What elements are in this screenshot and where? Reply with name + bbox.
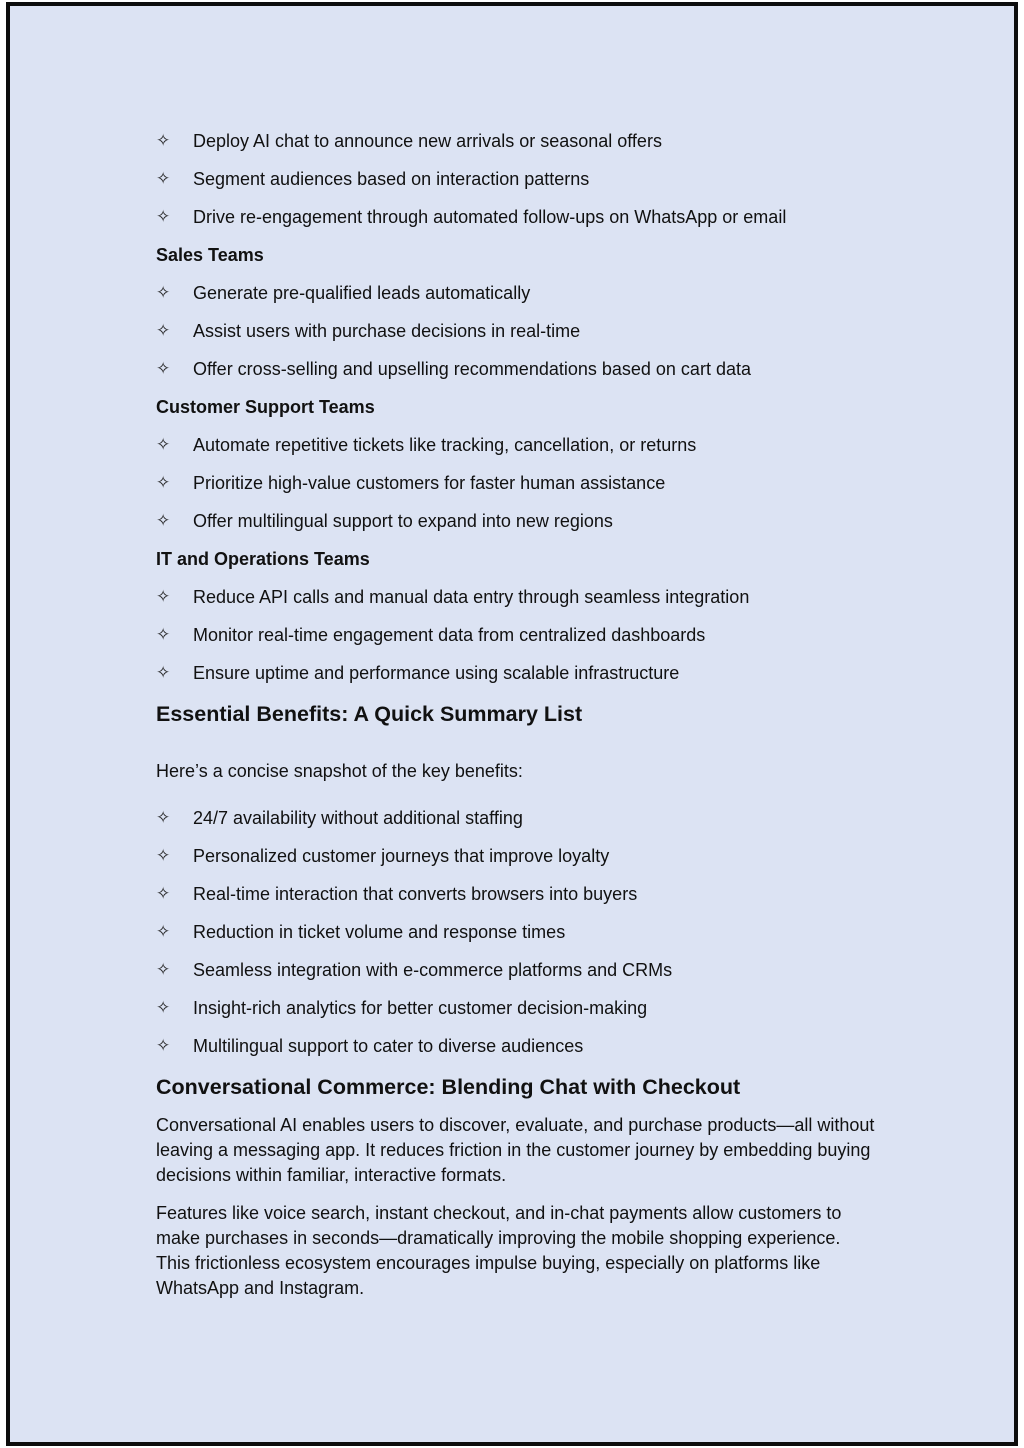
list-item: ✧ Offer multilingual support to expand into new regions	[156, 506, 876, 544]
four-pointed-star-icon: ✧	[156, 435, 171, 455]
list-item: ✧ Monitor real-time engagement data from centralized dashboards	[156, 620, 876, 658]
list-item: ✧ Segment audiences based on interaction patterns	[156, 164, 876, 202]
four-pointed-star-icon: ✧	[156, 884, 171, 904]
four-pointed-star-icon: ✧	[156, 283, 171, 303]
four-pointed-star-icon: ✧	[156, 131, 171, 151]
commerce-paragraph-2: Features like voice search, instant checkout, and in-chat payments allow customers to make purchases in seconds—dramatically improving the mobile shopping experience. This frictionless ecosystem encourages impulse buying, especially on platforms like WhatsApp and Instagram.	[156, 1203, 842, 1298]
list-item: ✧ Real-time interaction that converts browsers into buyers	[156, 879, 876, 917]
commerce-paragraph-1: Conversational AI enables users to discover, evaluate, and purchase products—all without leaving a messaging app. It reduces friction in the customer journey by embedding buying decisions within familiar, interactive formats.	[156, 1115, 875, 1185]
list-item: ✧ Generate pre-qualified leads automatically	[156, 278, 876, 316]
benefits-intro: Here’s a concise snapshot of the key benefits:	[156, 761, 523, 781]
sales-teams-heading: Sales Teams	[156, 245, 264, 265]
four-pointed-star-icon: ✧	[156, 808, 171, 828]
list-item: ✧ Personalized customer journeys that improve loyalty	[156, 841, 876, 879]
page-content	[156, 126, 876, 1301]
four-pointed-star-icon: ✧	[156, 207, 171, 227]
four-pointed-star-icon: ✧	[156, 473, 171, 493]
list-item: ✧ Insight-rich analytics for better customer decision-making	[156, 993, 876, 1031]
four-pointed-star-icon: ✧	[156, 846, 171, 866]
benefits-heading: Essential Benefits: A Quick Summary List	[156, 702, 583, 726]
document-page	[6, 2, 1018, 1446]
list-item: ✧ Ensure uptime and performance using scalable infrastructure	[156, 658, 876, 696]
list-item: ✧ Seamless integration with e-commerce platforms and CRMs	[156, 955, 876, 993]
four-pointed-star-icon: ✧	[156, 998, 171, 1018]
four-pointed-star-icon: ✧	[156, 359, 171, 379]
it-operations-teams-heading: IT and Operations Teams	[156, 549, 370, 569]
customer-support-teams-heading: Customer Support Teams	[156, 397, 375, 417]
four-pointed-star-icon: ✧	[156, 169, 171, 189]
list-item: ✧ Multilingual support to cater to diverse audiences	[156, 1031, 876, 1069]
list-item: ✧ Drive re-engagement through automated follow-ups on WhatsApp or email	[156, 202, 876, 240]
four-pointed-star-icon: ✧	[156, 1036, 171, 1056]
list-item: ✧ Assist users with purchase decisions in real-time	[156, 316, 876, 354]
four-pointed-star-icon: ✧	[156, 321, 171, 341]
four-pointed-star-icon: ✧	[156, 922, 171, 942]
four-pointed-star-icon: ✧	[156, 663, 171, 683]
list-item: ✧ Reduce API calls and manual data entry through seamless integration	[156, 582, 876, 620]
four-pointed-star-icon: ✧	[156, 587, 171, 607]
four-pointed-star-icon: ✧	[156, 960, 171, 980]
list-item: ✧ Automate repetitive tickets like tracking, cancellation, or returns	[156, 430, 876, 468]
list-item: ✧ Offer cross-selling and upselling recommendations based on cart data	[156, 354, 876, 392]
list-item: ✧ Prioritize high-value customers for faster human assistance	[156, 468, 876, 506]
four-pointed-star-icon: ✧	[156, 511, 171, 531]
commerce-heading: Conversational Commerce: Blending Chat with Checkout	[156, 1075, 741, 1099]
list-item: ✧ Reduction in ticket volume and response times	[156, 917, 876, 955]
list-item: ✧ Deploy AI chat to announce new arrivals or seasonal offers	[156, 126, 876, 164]
four-pointed-star-icon: ✧	[156, 625, 171, 645]
list-item: ✧ 24/7 availability without additional staffing	[156, 803, 876, 841]
